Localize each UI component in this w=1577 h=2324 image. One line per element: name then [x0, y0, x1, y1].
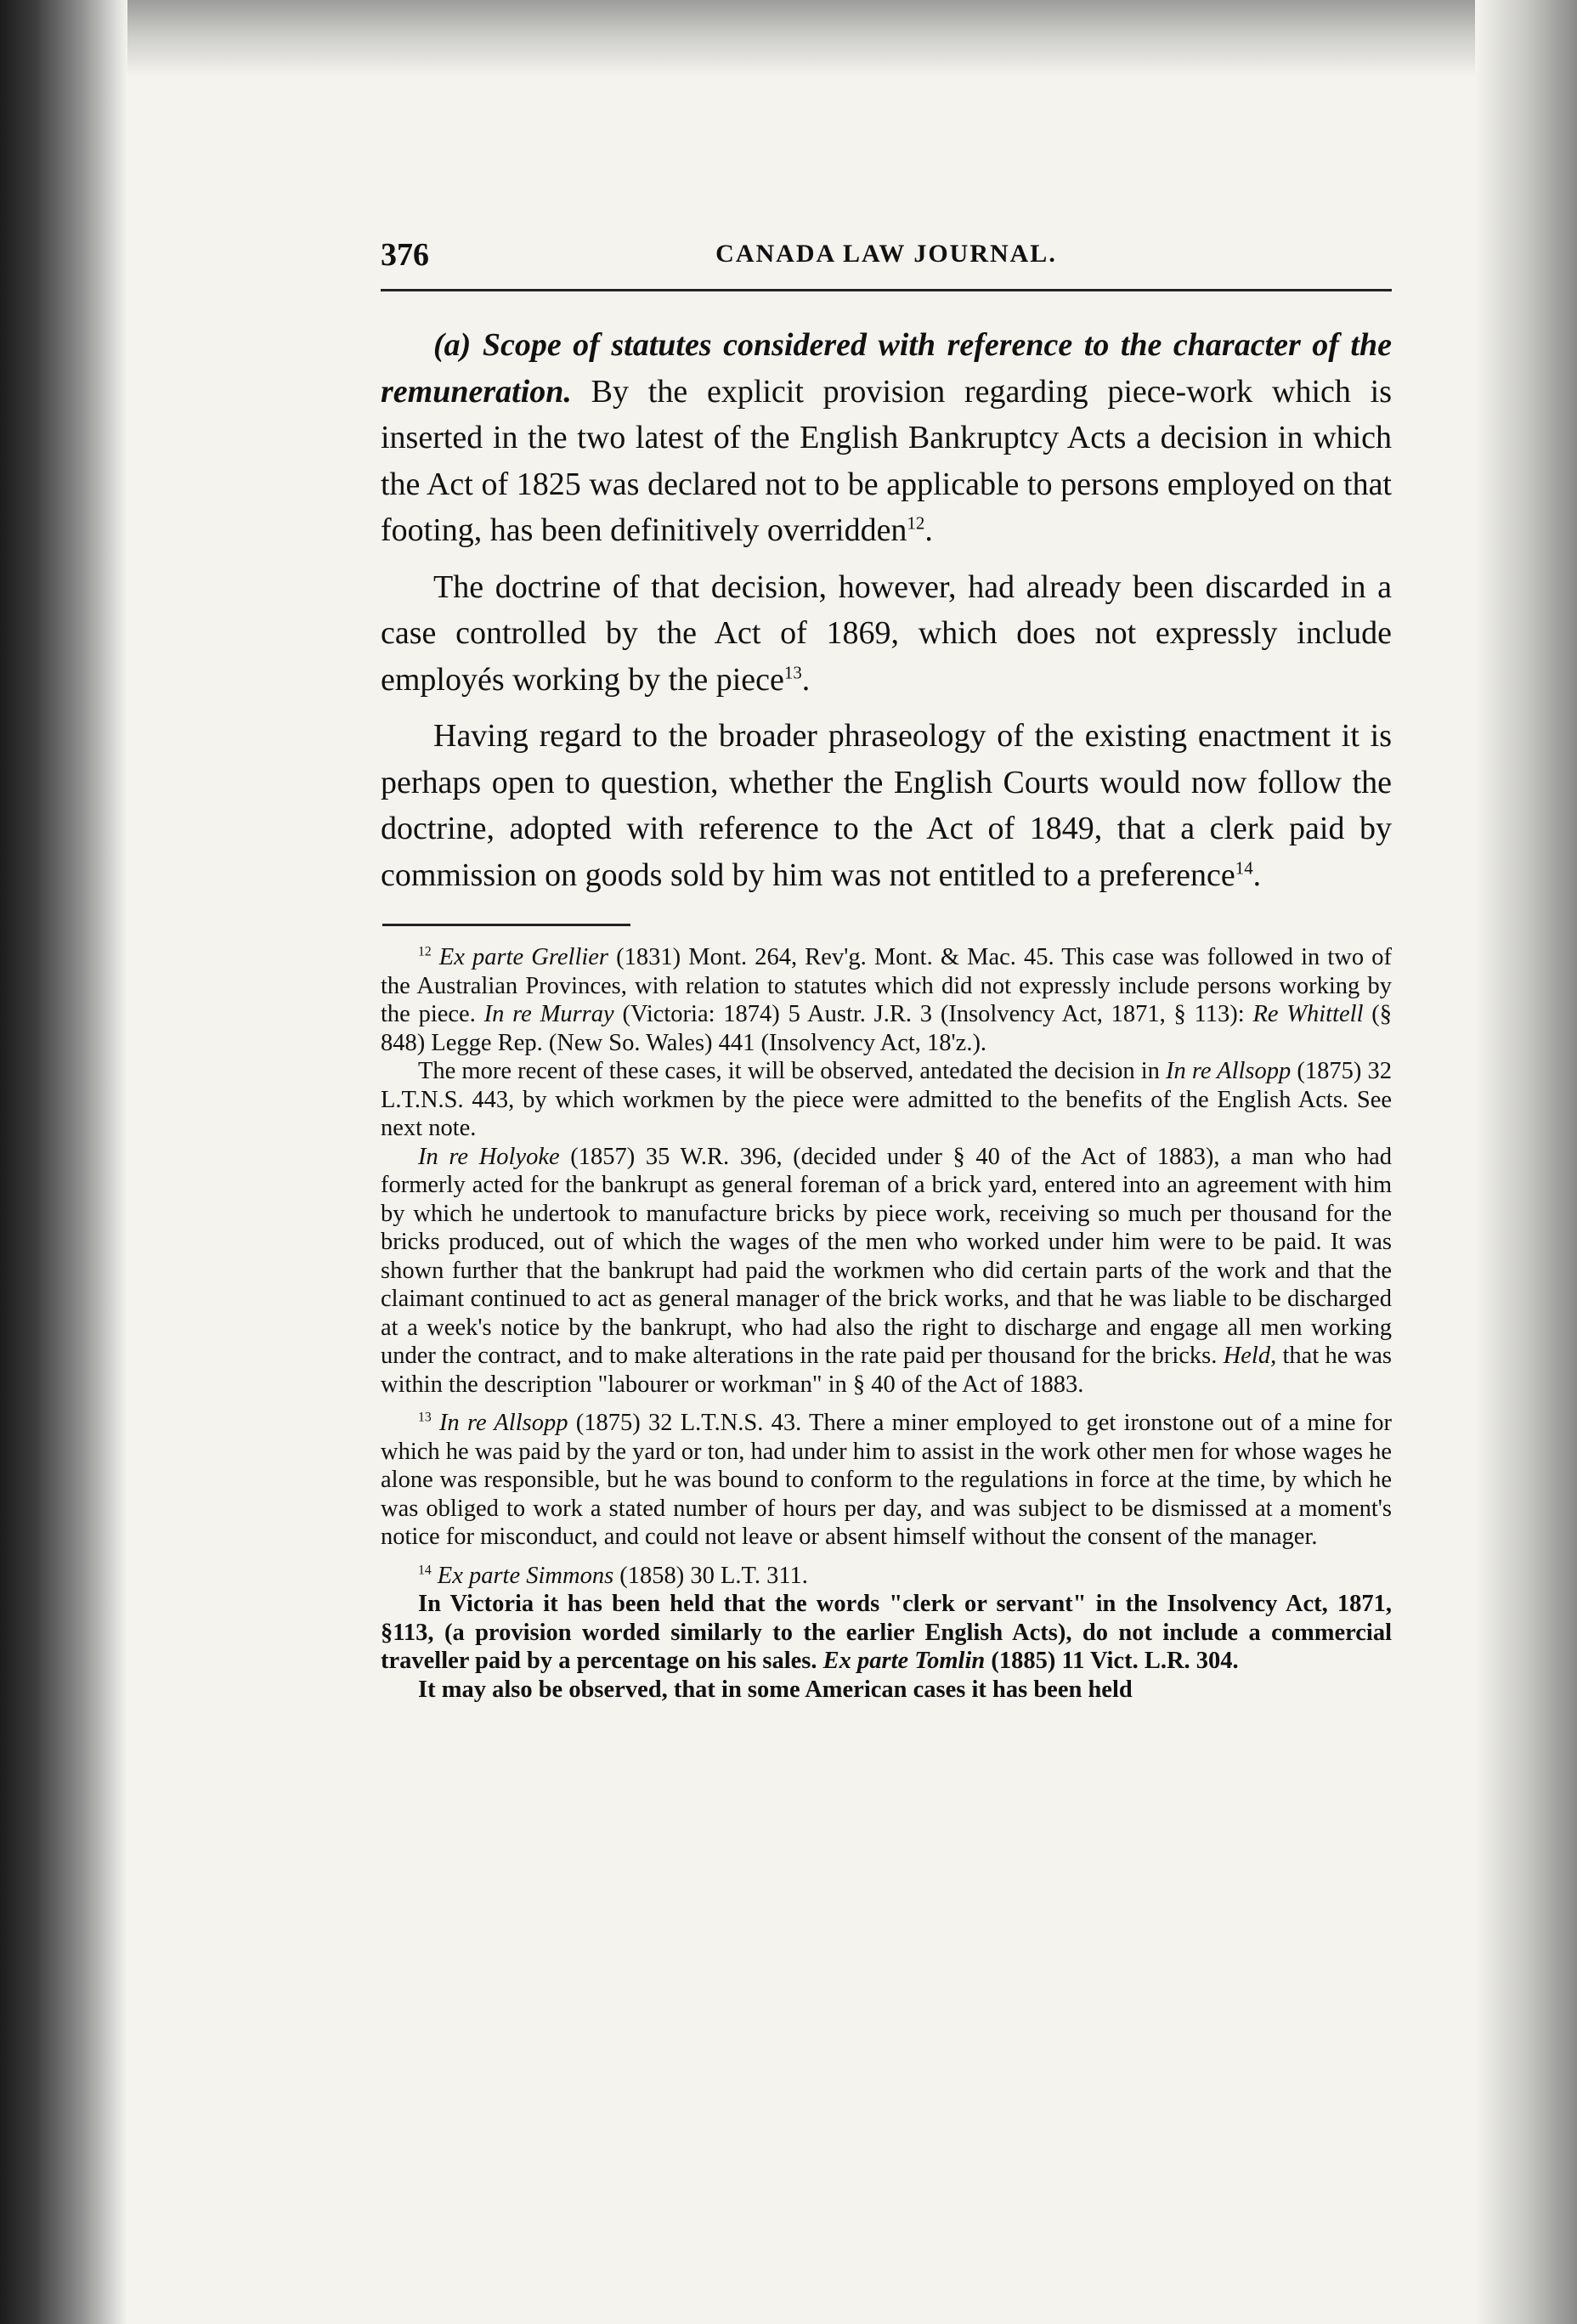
footnote-mark: 12 — [418, 944, 432, 959]
footnote-text: (1858) 30 L.T. 311. — [619, 1562, 808, 1589]
held-label: Held, — [1223, 1343, 1277, 1369]
paragraph-2-text: The doctrine of that decision, however, had already been discarded in a case controlled by the Act of 1869, which does not expressly include employés working by the piece — [381, 568, 1392, 698]
footnote-mark: 13 — [418, 1410, 432, 1425]
body-text — [381, 322, 1392, 898]
page-number: 376 — [381, 237, 429, 273]
footnote-text: that he was within the description "labourer or workman" in § 40 of the Act of 1883. — [381, 1343, 1393, 1398]
page — [381, 221, 1392, 1704]
case-name: Ex parte Simmons — [437, 1562, 614, 1589]
footnote-14-para-3 — [381, 1676, 1392, 1705]
footnote-13 — [381, 1409, 1392, 1552]
footnote-text: It may also be observed, that in some American cases it has been held — [418, 1676, 1133, 1703]
footnote-text: (1857) 35 W.R. 396, (decided under § 40 of the Act of 1883), a man who had formerly acted for the bankrupt as general foreman of a brick yard, entered into an agreement with him by which he undertook to manufacture bricks by piece work, receiving so much per thousand for the bricks produced, out of which the wages of the men who worked under him were to be paid. It was shown further that the bankrupt had paid the workmen who did certain parts of the work and that the claimant continued to act as general manager of the brick works, and that he was liable to be discharged at a week's notice by the bankrupt, who had also the right to discharge and engage all men working under the contract, and to make alterations in the rate paid per thousand for the bricks. — [381, 1143, 1393, 1369]
footnote-14 — [381, 1562, 1392, 1591]
footnote-divider — [382, 924, 630, 926]
paragraph-3: Having regard to the broader phraseology of the existing enactment it is perhaps open to question, whether the English Courts would now follow the doctrine, adopted with reference to the Act of 1849, that a clerk paid by commission on goods sold by him was not entitled to a preference$^{14}$. — [381, 718, 1392, 893]
case-name: Ex parte Grellier — [438, 944, 609, 970]
footnote-12 — [381, 943, 1392, 1057]
section-heading: (a) Scope of statutes considered with reference to the character of the remuneration. — [381, 327, 1392, 410]
case-name: In re Allsopp — [438, 1410, 568, 1436]
footnote-text: (Victoria: 1874) 5 Austr. J.R. 3 (Insolvency Act, 1871, § 113): — [622, 1001, 1245, 1027]
scan-shadow-top — [127, 0, 1577, 76]
footnote-mark: 14 — [418, 1563, 432, 1577]
case-name: Ex parte Tomlin — [822, 1648, 986, 1674]
case-name: In re Holyoke — [418, 1143, 560, 1170]
footnote-14-para-2 — [381, 1590, 1392, 1676]
footnote-text: In Victoria it has been held that the words "clerk or servant" in the Insolvency Act, 1871, §113, (a provision worded similarly to the earlier English Acts), do not include a commercial traveller paid by a percentage on his sales. — [381, 1591, 1392, 1674]
scan-shadow-right — [1475, 0, 1577, 2324]
paragraph-1-text: By the explicit provision regarding piece-work which is inserted in the two latest of the English Bankruptcy Acts a decision in which the Act of 1825 was declared not to be applicable to persons employed on that footing, has been definitively overridden — [381, 373, 1392, 548]
footnote-12-para-3 — [381, 1143, 1392, 1399]
footnote-text: (1885) 11 Vict. L.R. 304. — [991, 1648, 1239, 1674]
running-head: CANADA LAW JOURNAL. — [715, 240, 1057, 268]
case-name: Re Whittell — [1252, 1001, 1364, 1027]
footnote-ref-12: 12 — [907, 512, 925, 534]
footnote-text: (1875) 32 L.T.N.S. 443, by which workmen by the piece were admitted to the benefits of the English Acts. See next note. — [381, 1058, 1392, 1141]
footnote-text: The more recent of these cases, it will be observed, antedated the decision in — [418, 1058, 1160, 1084]
case-name: In re Murray — [483, 1001, 614, 1027]
paragraph-1: (a) Scope of statutes considered with reference to the character of the remuneration. By the explicit provision regarding piece-work which is inserted in the two latest of the English Bankruptcy Acts a decision in which the Act of 1825 was declared not to be applicable to persons employed on that footing, has been definitively overridden$^{12}$. — [381, 327, 1392, 548]
scan-shadow-left — [0, 0, 127, 2324]
footnote-text: (1875) 32 L.T.N.S. 43. There a miner employed to get ironstone out of a mine for which he was paid by the yard or ton, had under him to assist in the work other men for whose wages he alone was responsible, but he was bound to conform to the regulations in force at the time, by which he was obliged to work a stated number of hours per day, and was subject to be dismissed at a moment's notice for misconduct, and could not leave or absent himself without the consent of the manager. — [381, 1410, 1393, 1550]
paragraph-2: The doctrine of that decision, however, had already been discarded in a case controlled by the Act of 1869, which does not expressly include employés working by the piece$^{13}$. — [381, 568, 1392, 698]
footnote-12-para-2 — [381, 1057, 1392, 1143]
case-name: In re Allsopp — [1166, 1058, 1292, 1084]
paragraph-3-text: Having regard to the broader phraseology of the existing enactment it is perhaps open to question, whether the English Courts would now follow the doctrine, adopted with reference to the Act of 1849, that a clerk paid by commission on goods sold by him was not entitled to a preference — [381, 718, 1392, 893]
footnote-text: (§ 848) Legge Rep. (New So. Wales) 441 (Insolvency Act, 18'z.). — [381, 1001, 1393, 1056]
page-header — [381, 221, 1392, 291]
footnote-text: (1831) Mont. 264, Rev'g. Mont. & Mac. 45. This case was followed in two of the Australian Provinces, with relation to statutes which did not expressly include persons working by the piece. — [381, 944, 1393, 1027]
footnote-ref-13: 13 — [783, 661, 802, 682]
footnote-ref-14: 14 — [1235, 857, 1253, 878]
footnotes — [381, 943, 1392, 1704]
